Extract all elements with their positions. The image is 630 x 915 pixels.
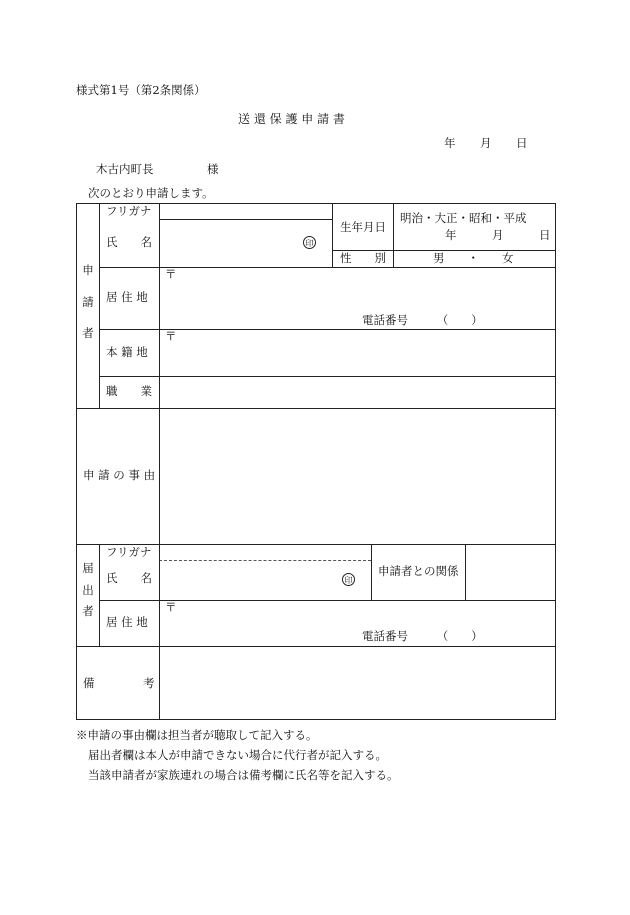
occupation-label: 職 業 [106,384,152,398]
birth-year: 年 [445,228,457,242]
sex-options: 男 ・ 女 [433,251,514,265]
birthdate-left-line [332,203,333,267]
domicile-postal-mark: 〒 [165,329,177,343]
date-day: 日 [516,136,528,150]
remarks-label-second: 考 [143,676,155,690]
birthdate-label-line [393,203,394,267]
note-line-2: 届出者欄は本人が申請できない場合に代行者が記入する。 [88,748,387,762]
applicant-section-line [99,203,100,408]
furigana-divider [159,219,332,220]
birthdate-label: 生年月日 [340,220,386,234]
form-title: 送 還 保 護 申 請 書 [238,112,345,126]
remarks-label-line [159,646,160,720]
intro-text: 次のとおり申請します。 [88,186,214,200]
applicant-furigana-label: フリガナ [106,204,152,218]
relation-right-line [465,544,466,600]
addressee-name: 木古内町長 [96,162,154,176]
note-line-1: ※申請の事由欄は担当者が聴取して記入する。 [76,728,318,742]
birth-month: 月 [492,228,504,242]
reason-label: 申 請 の 事 由 [83,468,156,482]
domicile-occupation-divider [99,376,556,377]
notifier-remarks-divider [76,646,556,647]
era-options: 明治・大正・昭和・平成 [400,211,527,225]
birth-day: 日 [539,228,551,242]
notifier-postal-mark: 〒 [165,600,177,614]
note-line-3: 当該申請者が家族連れの場合は備考欄に氏名等を記入する。 [88,768,399,782]
applicant-seal-mark: 印 [303,236,316,249]
applicant-postal-mark: 〒 [165,267,177,281]
relation-label: 申請者との関係 [378,564,459,578]
applicant-label-line [159,203,160,408]
notifier-label-line [159,544,160,646]
notifier-seal-mark: 印 [342,573,355,586]
reason-label-line [159,408,160,544]
date-month: 月 [480,136,492,150]
notifier-address-label: 居 住 地 [106,615,148,629]
applicant-address-label: 居 住 地 [106,290,148,304]
notifier-furigana-divider [159,560,371,561]
sex-label: 性 別 [340,251,386,265]
notifier-furigana-label: フリガナ [106,545,152,559]
notifier-phone-label: 電話番号 （ ） [362,629,483,643]
applicant-section-label: 申 請 者 [82,263,94,340]
notifier-name-label: 氏 名 [106,571,152,585]
applicant-name-label: 氏 名 [106,235,152,249]
relation-left-line [371,544,372,600]
notifier-section-line [99,544,100,646]
form-number: 様式第1号（第2条関係） [76,83,206,97]
remarks-label-first: 備 [83,676,95,690]
applicant-phone-label: 電話番号 （ ） [362,313,483,327]
applicant-reason-divider [76,408,556,409]
date-year: 年 [444,136,456,150]
notifier-section-label: 届 出 者 [82,561,94,618]
application-form-table [76,203,556,720]
domicile-label: 本 籍 地 [106,345,148,359]
addressee-honorific: 様 [207,162,219,176]
